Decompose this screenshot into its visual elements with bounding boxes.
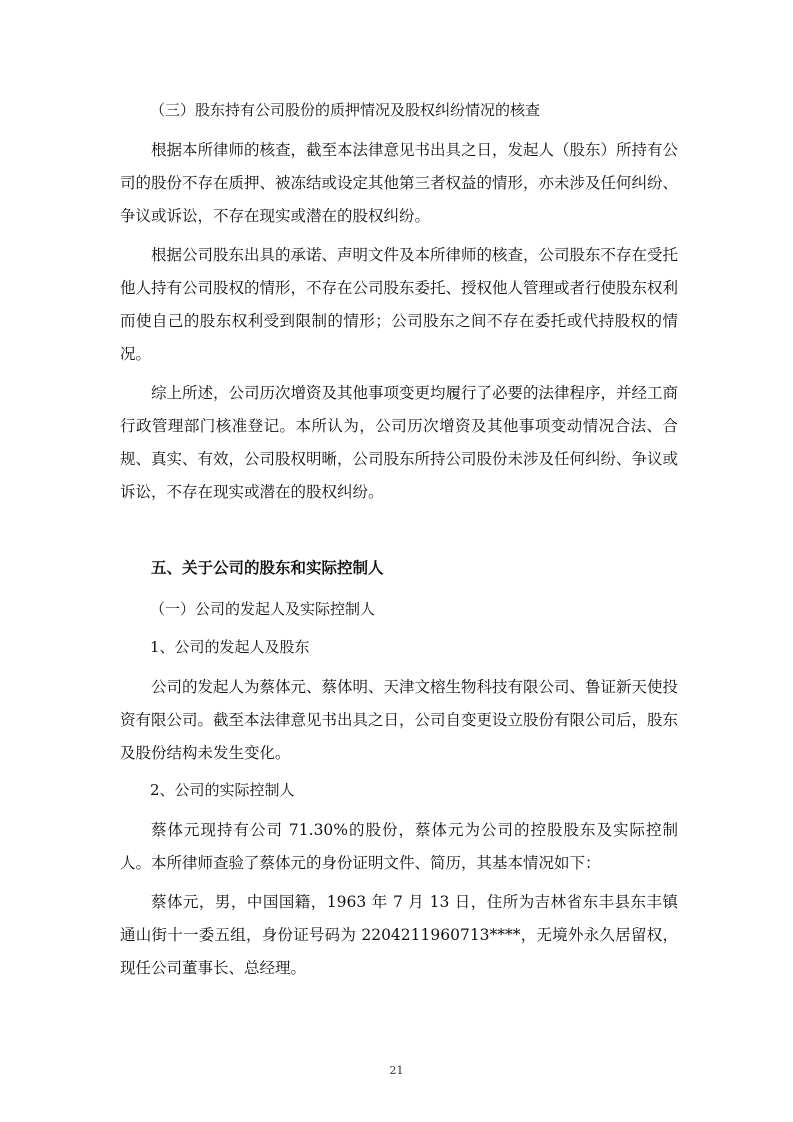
section-title-shareholders-controller: 五、关于公司的股东和实际控制人: [151, 559, 384, 577]
paragraph-summary-conclusion: 综上所述，公司历次增资及其他事项变更均履行了必要的法律程序，并经工商行政管理部门核准登记。本所认为，公司历次增资及其他事项变动情况合法、合规、真实、有效，公司股权明晰，公司股东所持公司股份未涉及任何纠纷、争议或诉讼，不存在现实或潜在的股权纠纷。: [120, 384, 679, 501]
subsection-heading-pledge-dispute: （三）股东持有公司股份的质押情况及股权纠纷情况的核查: [150, 101, 541, 119]
paragraph-pledge-check: 根据本所律师的核查，截至本法律意见书出具之日，发起人（股东）所持有公司的股份不存在质押、被冻结或设定其他第三者权益的情形，亦未涉及任何纠纷、争议或诉讼，不存在现实或潜在的股权纠纷。: [120, 141, 679, 225]
paragraph-controller-profile: 蔡体元，男，中国国籍，1963 年 7 月 13 日，住所为吉林省东丰县东丰镇通山街十一委五组，身份证号码为 2204211960713****，无境外永久居留权，现任公司董事长、总经理。: [120, 893, 678, 977]
subsection-heading-promoters-controller: （一）公司的发起人及实际控制人: [150, 600, 376, 618]
item-heading-actual-controller: 2、公司的实际控制人: [150, 781, 295, 799]
paragraph-entrustment-check: 根据公司股东出具的承诺、声明文件及本所律师的核查，公司股东不存在受托他人持有公司股权的情形，不存在公司股东委托、授权他人管理或者行使股东权利而使自己的股东权利受到限制的情形；公司股东之间不存在委托或代持股权的情况。: [120, 246, 679, 363]
page-content: [120, 96, 678, 991]
page-number: 21: [389, 1064, 404, 1077]
item-heading-promoters-shareholders: 1、公司的发起人及股东: [150, 638, 310, 656]
paragraph-promoters: 公司的发起人为蔡体元、蔡体明、天津文榕生物科技有限公司、鲁证新天使投资有限公司。截至本法律意见书出具之日，公司自变更设立股份有限公司后，股东及股份结构未发生变化。: [120, 678, 679, 762]
paragraph-controller-shareholding: 蔡体元现持有公司 71.30%的股份，蔡体元为公司的控股股东及实际控制人。本所律师查验了蔡体元的身份证明文件、简历，其基本情况如下：: [120, 821, 678, 872]
